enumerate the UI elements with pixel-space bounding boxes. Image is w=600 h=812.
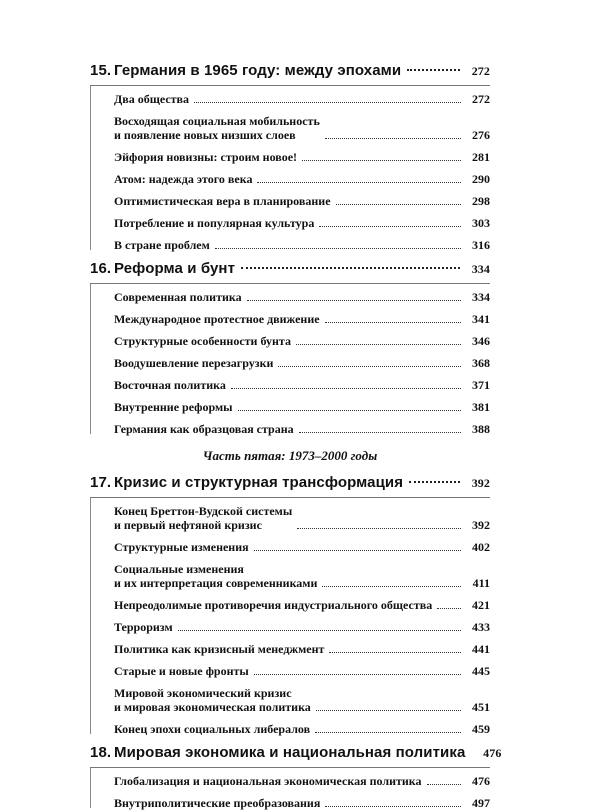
dot-leader bbox=[319, 226, 461, 227]
chapter-title: Кризис и структурная трансформация bbox=[114, 474, 404, 491]
section-title: Международное протестное движение bbox=[114, 312, 320, 326]
dot-leader bbox=[257, 182, 461, 183]
section-entry[interactable] bbox=[114, 658, 490, 680]
section-entry[interactable] bbox=[114, 498, 490, 534]
section-page-number: 497 bbox=[472, 796, 490, 810]
section-entry[interactable] bbox=[114, 768, 490, 790]
section-entry[interactable] bbox=[114, 592, 490, 614]
section-entry[interactable] bbox=[114, 636, 490, 658]
dot-leader bbox=[325, 138, 461, 139]
section-page-number: 298 bbox=[472, 194, 490, 208]
dot-leader bbox=[325, 806, 461, 807]
section-title: Два общества bbox=[114, 92, 190, 106]
chapter-heading[interactable] bbox=[90, 260, 490, 282]
section-entry[interactable] bbox=[114, 556, 490, 592]
dot-leader bbox=[296, 344, 461, 345]
chapter-number: 16. bbox=[90, 260, 112, 277]
section-entry[interactable] bbox=[114, 328, 490, 350]
dot-leader bbox=[427, 784, 461, 785]
dot-leader bbox=[194, 102, 461, 103]
section-entry[interactable] bbox=[114, 680, 490, 716]
section-entry[interactable] bbox=[114, 284, 490, 306]
section-title: Внутренние реформы bbox=[114, 400, 233, 414]
section-title: Структурные изменения bbox=[114, 540, 249, 554]
section-entry[interactable] bbox=[114, 108, 490, 144]
dot-leader bbox=[325, 322, 461, 323]
section-title: Мировой экономический кризис и мировая экономическая политика bbox=[114, 686, 311, 714]
section-page-number: 272 bbox=[472, 92, 490, 106]
section-entry[interactable] bbox=[114, 394, 490, 416]
section-title: Социальные изменения и их интерпретация современниками bbox=[114, 562, 318, 590]
chapter-16 bbox=[90, 260, 490, 438]
section-title: Оптимистическая вера в планирование bbox=[114, 194, 331, 208]
section-entry[interactable] bbox=[114, 306, 490, 328]
section-entry[interactable] bbox=[114, 232, 490, 254]
section-title: Глобализация и национальная экономическая политика bbox=[114, 774, 422, 788]
section-page-number: 402 bbox=[472, 540, 490, 554]
chapter-heading[interactable] bbox=[90, 474, 490, 496]
dot-leader bbox=[241, 267, 460, 269]
section-page-number: 276 bbox=[472, 128, 490, 142]
section-entry[interactable] bbox=[114, 716, 490, 738]
dot-leader bbox=[297, 528, 461, 529]
section-page-number: 459 bbox=[472, 722, 490, 736]
section-title: Современная политика bbox=[114, 290, 242, 304]
section-list bbox=[90, 86, 490, 254]
section-title: Конец эпохи социальных либералов bbox=[114, 722, 311, 736]
section-page-number: 290 bbox=[472, 172, 490, 186]
section-page-number: 341 bbox=[472, 312, 490, 326]
section-entry[interactable] bbox=[114, 614, 490, 636]
section-list bbox=[90, 284, 490, 438]
dot-leader bbox=[238, 410, 461, 411]
section-list bbox=[90, 498, 490, 738]
chapters-before-part bbox=[90, 62, 490, 438]
chapter-number: 15. bbox=[90, 62, 112, 79]
dot-leader bbox=[407, 69, 460, 71]
dot-leader bbox=[278, 366, 461, 367]
section-page-number: 392 bbox=[472, 518, 490, 532]
section-title: Внутриполитические преобразования bbox=[114, 796, 321, 810]
dot-leader bbox=[437, 608, 461, 609]
section-page-number: 433 bbox=[472, 620, 490, 634]
part-title: Часть пятая: 1973–2000 годы bbox=[202, 448, 378, 463]
section-title: Восходящая социальная мобильность и появление новых низших слоев bbox=[114, 114, 320, 142]
section-title: Эйфория новизны: строим новое! bbox=[114, 150, 298, 164]
table-of-contents bbox=[90, 62, 502, 812]
section-entry[interactable] bbox=[114, 166, 490, 188]
section-title: В стране проблем bbox=[114, 238, 210, 252]
chapter-page-number: 476 bbox=[483, 746, 502, 760]
chapter-15 bbox=[90, 62, 490, 254]
dot-leader bbox=[299, 432, 461, 433]
chapter-number: 18. bbox=[90, 744, 112, 761]
section-page-number: 346 bbox=[472, 334, 490, 348]
section-entry[interactable] bbox=[114, 790, 490, 812]
chapter-18 bbox=[90, 744, 502, 812]
dot-leader bbox=[178, 630, 461, 631]
section-page-number: 334 bbox=[472, 290, 490, 304]
dot-leader bbox=[302, 160, 461, 161]
section-page-number: 451 bbox=[472, 700, 490, 714]
dot-leader bbox=[316, 710, 461, 711]
section-title: Атом: надежда этого века bbox=[114, 172, 253, 186]
section-title: Восточная политика bbox=[114, 378, 226, 392]
dot-leader bbox=[231, 388, 461, 389]
dot-leader bbox=[315, 732, 461, 733]
section-page-number: 441 bbox=[472, 642, 490, 656]
chapter-heading[interactable] bbox=[90, 744, 502, 766]
chapter-title: Германия в 1965 году: между эпохами bbox=[114, 62, 402, 79]
dot-leader bbox=[247, 300, 461, 301]
section-entry[interactable] bbox=[114, 188, 490, 210]
section-page-number: 371 bbox=[472, 378, 490, 392]
section-title: Старые и новые фронты bbox=[114, 664, 249, 678]
section-entry[interactable] bbox=[114, 210, 490, 232]
section-entry[interactable] bbox=[114, 534, 490, 556]
section-page-number: 381 bbox=[472, 400, 490, 414]
section-title: Воодушевление перезагрузки bbox=[114, 356, 274, 370]
section-entry[interactable] bbox=[114, 144, 490, 166]
section-title: Конец Бреттон-Вудской системы и первый нефтяной кризис bbox=[114, 504, 293, 532]
section-entry[interactable] bbox=[114, 416, 490, 438]
section-page-number: 445 bbox=[472, 664, 490, 678]
section-entry[interactable] bbox=[114, 86, 490, 108]
chapter-page-number: 272 bbox=[471, 64, 490, 78]
section-page-number: 303 bbox=[472, 216, 490, 230]
chapter-title: Реформа и бунт bbox=[114, 260, 236, 277]
chapter-page-number: 392 bbox=[471, 476, 490, 490]
section-page-number: 476 bbox=[472, 774, 490, 788]
dot-leader bbox=[336, 204, 461, 205]
dot-leader bbox=[322, 586, 461, 587]
section-page-number: 411 bbox=[472, 576, 490, 590]
chapter-title: Мировая экономика и национальная политика bbox=[114, 744, 466, 761]
section-page-number: 281 bbox=[472, 150, 490, 164]
section-title: Терроризм bbox=[114, 620, 173, 634]
section-entry[interactable] bbox=[114, 350, 490, 372]
section-page-number: 368 bbox=[472, 356, 490, 370]
section-entry[interactable] bbox=[114, 372, 490, 394]
section-page-number: 421 bbox=[472, 598, 490, 612]
chapters-after-part bbox=[90, 474, 502, 812]
section-title: Потребление и популярная культура bbox=[114, 216, 315, 230]
chapter-page-number: 334 bbox=[471, 262, 490, 276]
section-title: Политика как кризисный менеджмент bbox=[114, 642, 325, 656]
dot-leader bbox=[215, 248, 461, 249]
dot-leader bbox=[254, 550, 461, 551]
section-title: Непреодолимые противоречия индустриального общества bbox=[114, 598, 433, 612]
dot-leader bbox=[254, 674, 461, 675]
chapter-number: 17. bbox=[90, 474, 112, 491]
section-page-number: 316 bbox=[472, 238, 490, 252]
chapter-17 bbox=[90, 474, 490, 738]
dot-leader bbox=[329, 652, 461, 653]
dot-leader bbox=[409, 481, 460, 483]
chapter-heading[interactable] bbox=[90, 62, 490, 84]
section-list bbox=[90, 768, 490, 812]
section-title: Германия как образцовая страна bbox=[114, 422, 294, 436]
section-page-number: 388 bbox=[472, 422, 490, 436]
section-title: Структурные особенности бунта bbox=[114, 334, 291, 348]
